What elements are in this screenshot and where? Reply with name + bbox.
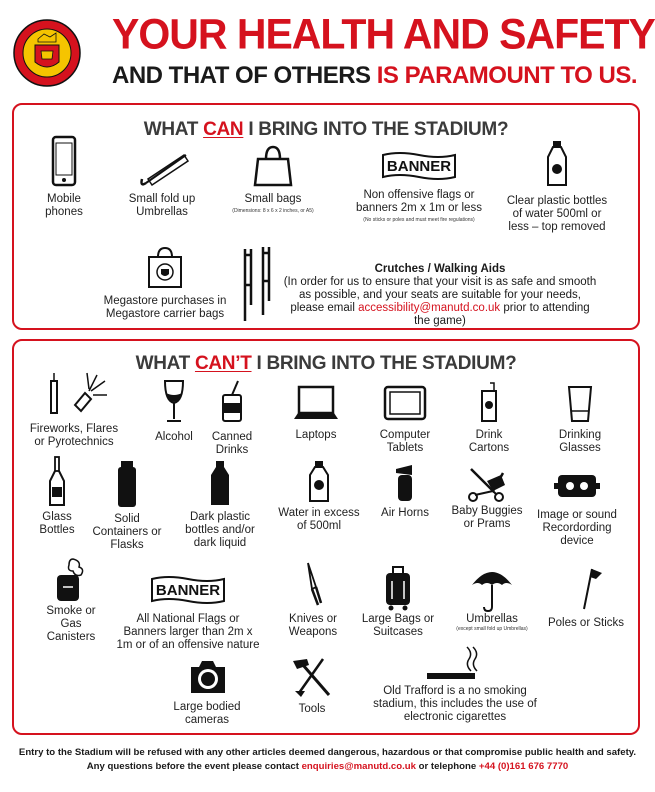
item-label: Laptops <box>295 429 337 441</box>
drink-carton-icon <box>476 381 502 423</box>
item-label: Baby Buggies or Prams <box>451 505 523 530</box>
subtitle-black: AND THAT OF OTHERS <box>112 62 371 89</box>
item-drink-cartons <box>454 381 524 455</box>
small-bag-icon <box>252 143 294 187</box>
title-post: I BRING INTO THE STADIUM? <box>248 119 509 140</box>
dark-bottle-icon <box>208 459 232 507</box>
item-label: Computer Tablets <box>379 429 431 454</box>
item-label: Smoke or Gas Canisters <box>46 605 96 643</box>
item-note: (except small fold up Umbrellas) <box>456 626 528 632</box>
banner-text: BANNER <box>155 582 221 599</box>
item-small-bags <box>214 143 332 214</box>
item-cameras <box>164 659 250 727</box>
cigarette-icon <box>423 643 487 681</box>
item-crutches <box>234 245 280 325</box>
item-label: Large Bags or Suitcases <box>361 613 435 638</box>
glass-bottle-icon <box>47 455 67 507</box>
item-no-smoking <box>366 643 544 724</box>
footer <box>0 746 655 774</box>
camera-icon <box>185 659 229 695</box>
item-label: Image or sound Recordording device <box>537 509 617 547</box>
tools-icon <box>289 655 335 699</box>
item-clear-bottles <box>502 139 612 234</box>
item-fireworks <box>24 369 124 449</box>
item-tablets <box>368 385 442 455</box>
item-prams <box>446 465 528 531</box>
item-flags-banners <box>346 149 492 223</box>
air-horn-icon <box>390 463 420 503</box>
subtitle <box>112 62 637 90</box>
recorder-icon <box>554 471 600 501</box>
can-section-title <box>14 119 638 141</box>
knife-icon <box>300 561 326 607</box>
laptop-icon <box>293 385 339 423</box>
subtitle-red: IS PARAMOUNT TO US. <box>376 62 638 89</box>
banner-icon <box>148 573 228 607</box>
item-laptops <box>280 385 352 442</box>
item-label: Umbrellas <box>466 613 518 625</box>
item-label: Non offensive flags or banners 2m x 1m or less <box>356 189 482 214</box>
tablet-icon <box>383 385 427 423</box>
item-label: Solid Containers or Flasks <box>92 513 162 551</box>
item-label: Drinking Glasses <box>558 429 602 454</box>
item-poles <box>544 565 628 630</box>
item-note: (No sticks or poles and must meet fire regulations) <box>363 217 475 223</box>
banner-icon <box>379 149 459 183</box>
item-label: Dark plastic bottles and/or dark liquid <box>185 511 255 549</box>
item-label: Canned Drinks <box>211 431 253 456</box>
item-label: Poles or Sticks <box>547 617 625 629</box>
item-label: Old Trafford is a no smoking stadium, this includes the use of electronic cigarettes <box>373 685 537 723</box>
item-glass-bottles <box>30 455 84 537</box>
item-umbrellas <box>448 565 536 632</box>
footer-line2 <box>0 760 655 774</box>
suitcase-icon <box>383 565 413 611</box>
item-label: Knives or Weapons <box>288 613 338 638</box>
can-icon <box>218 379 246 425</box>
item-smoke-canisters <box>36 557 106 644</box>
footer-line2-pre: Any questions before the event please contact <box>86 761 299 772</box>
title-post: I BRING INTO THE STADIUM? <box>256 353 517 374</box>
item-flasks <box>90 459 164 552</box>
umbrella-icon <box>470 565 514 613</box>
title-highlight: CAN’T <box>194 353 252 374</box>
footer-line2-mid: or telephone <box>418 761 477 772</box>
item-canned-drinks <box>206 379 258 457</box>
folded-umbrella-icon <box>132 149 192 189</box>
item-label: Alcohol <box>155 431 193 443</box>
firework-icon <box>39 369 109 417</box>
item-tools <box>284 655 340 716</box>
crutches-info <box>282 263 598 328</box>
item-label: Mobile phones <box>45 193 83 218</box>
wine-glass-icon <box>161 379 187 425</box>
footer-line1: Entry to the Stadium will be refused with any other articles deemed dangerous, hazardous or that compromise public health and safety. <box>18 747 637 758</box>
pole-flag-icon <box>566 565 606 611</box>
item-alcohol <box>146 379 202 444</box>
cannot-bring-panel <box>12 339 640 735</box>
crutches-heading: Crutches / Walking Aids <box>374 263 506 275</box>
water-bottle-icon <box>544 139 570 189</box>
pram-icon <box>465 465 509 503</box>
item-label: Fireworks, Flares or Pyrotechnics <box>29 423 119 448</box>
item-national-flags <box>114 573 262 652</box>
smoke-canister-icon <box>51 557 91 603</box>
large-water-bottle-icon <box>307 459 331 503</box>
item-label: All National Flags or Banners larger than 2m x 1m or of an offensive nature <box>116 613 260 651</box>
enquiries-email-link[interactable]: enquiries@manutd.co.uk <box>301 761 416 772</box>
title-pre: WHAT <box>135 353 190 374</box>
can-bring-panel <box>12 103 640 330</box>
item-label: Small bags <box>244 193 302 205</box>
megastore-bag-icon <box>145 245 185 289</box>
title-highlight: CAN <box>203 119 244 140</box>
item-label: Glass Bottles <box>39 511 75 536</box>
item-mobile-phones <box>28 135 100 219</box>
item-dark-bottles <box>178 459 262 550</box>
flask-icon <box>115 459 139 509</box>
item-label: Drink Cartons <box>468 429 510 454</box>
item-label: Small fold up Umbrellas <box>128 193 196 218</box>
telephone-link[interactable]: +44 (0)161 676 7770 <box>478 761 569 772</box>
item-label: Megastore purchases in Megastore carrier bags <box>103 295 227 320</box>
main-title: YOUR HEALTH AND SAFETY <box>112 9 655 59</box>
crutches-icon <box>237 245 277 325</box>
accessibility-email-link[interactable]: accessibility@manutd.co.uk <box>358 302 501 314</box>
item-knives <box>282 561 344 639</box>
drinking-glass-icon <box>565 385 595 423</box>
item-suitcases <box>358 565 438 639</box>
item-recorders <box>532 471 622 548</box>
item-note: (Dimensions: 8 x 6 x 2 inches, or A5) <box>232 208 314 214</box>
title-pre: WHAT <box>143 119 199 140</box>
manchester-united-crest <box>12 12 82 94</box>
item-fold-umbrellas <box>118 149 206 219</box>
item-label: Air Horns <box>381 507 429 519</box>
item-label: Clear plastic bottles of water 500ml or less – top removed <box>506 195 608 233</box>
item-label: Water in excess of 500ml <box>278 507 360 532</box>
crutches-tail: prior to attending the game) <box>414 302 590 327</box>
item-water-excess <box>276 459 362 533</box>
banner-text: BANNER <box>386 158 452 175</box>
item-label: Tools <box>298 703 326 715</box>
item-label: Large bodied cameras <box>173 701 241 726</box>
crutches-body: (In order for us to ensure that your visit is as safe and smooth as possible, and your seats are suitable for your needs, please email <box>283 276 597 314</box>
item-drinking-glasses <box>542 385 618 455</box>
item-air-horns <box>372 463 438 520</box>
item-megastore-bags <box>90 245 240 321</box>
mobile-phone-icon <box>49 135 79 189</box>
